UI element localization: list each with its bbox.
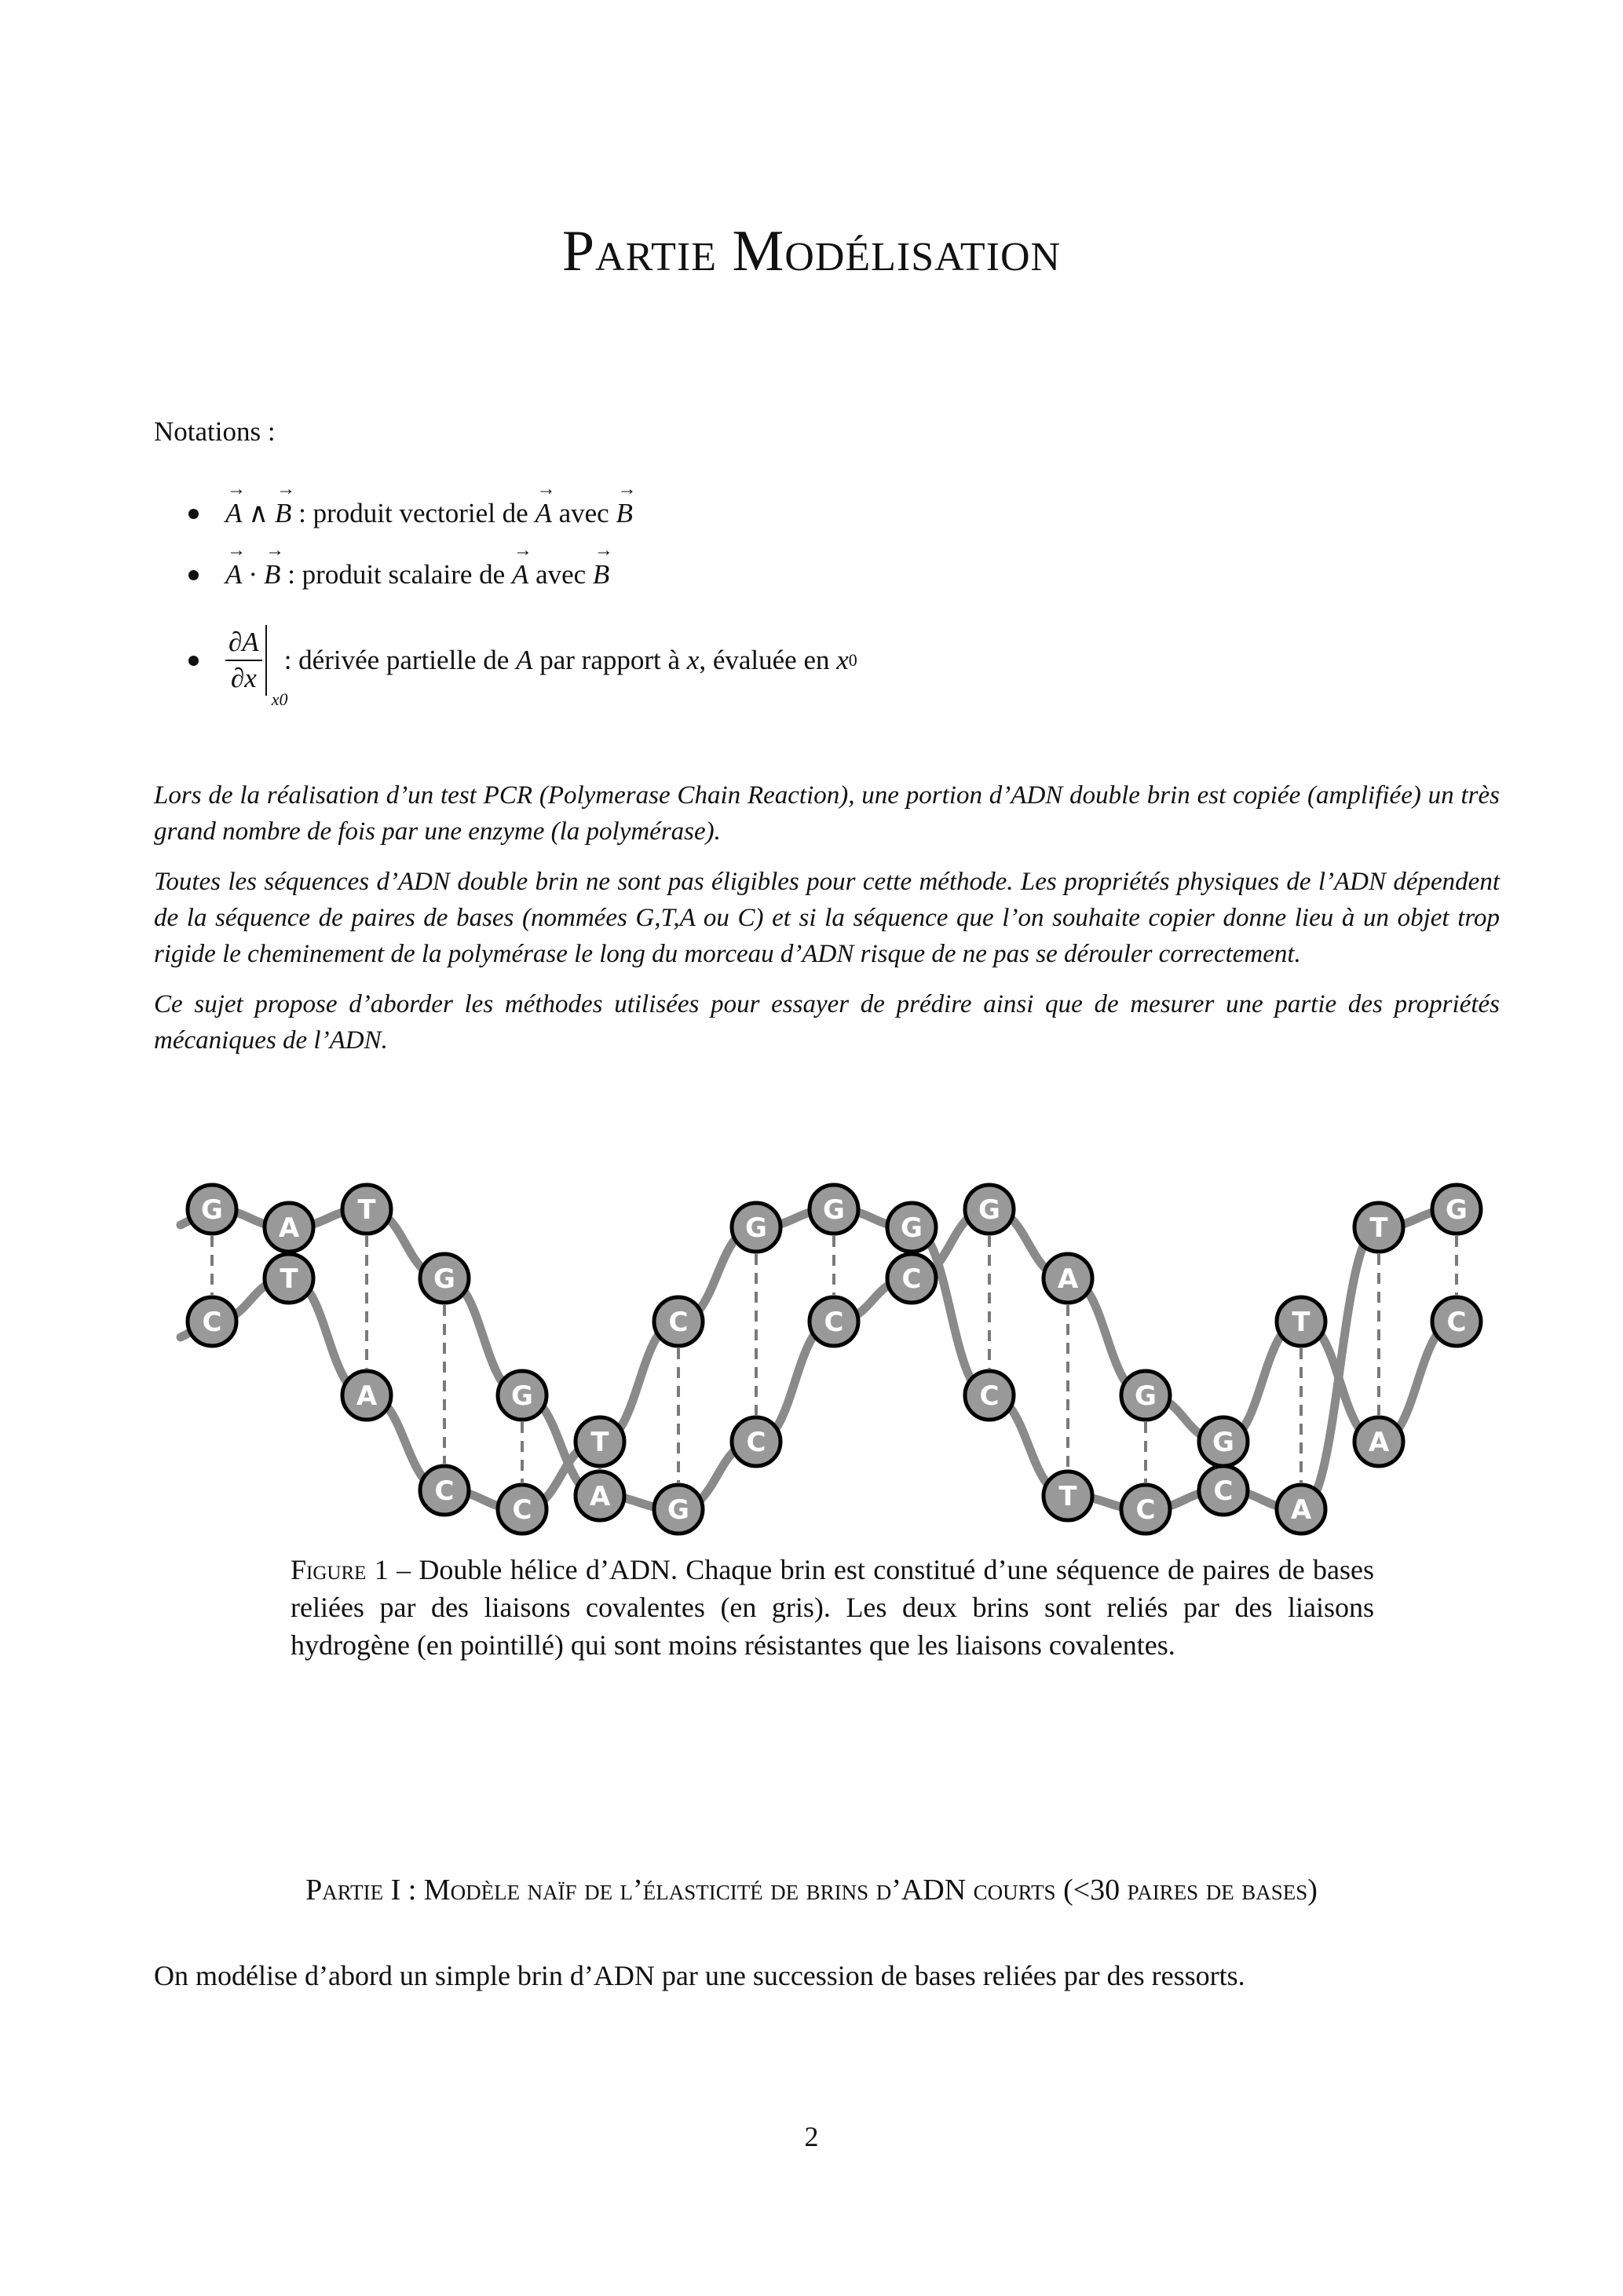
svg-text:T: T <box>1058 1481 1077 1512</box>
intro-paragraph: Lors de la réalisation d’un test PCR (Polymerase Chain Reaction), une portion d’ADN double brin est copiée (amplifiée) un très grand nombre de fois par une enzyme (la polymérase). <box>154 781 1500 846</box>
base-T <box>1044 1472 1092 1520</box>
base-G <box>732 1203 780 1252</box>
figure-caption <box>291 1551 1374 1664</box>
base-G <box>654 1485 703 1534</box>
base-C <box>732 1417 780 1466</box>
base-T <box>1354 1203 1403 1252</box>
svg-text:G: G <box>978 1194 1000 1226</box>
math-variable: x <box>836 645 849 675</box>
svg-text:C: C <box>1213 1475 1234 1507</box>
math-variable: x <box>686 645 700 675</box>
base-C <box>188 1297 236 1346</box>
base-C <box>965 1371 1014 1420</box>
base-C <box>654 1297 703 1346</box>
vector-a: → A <box>512 559 528 590</box>
base-G <box>1432 1185 1481 1234</box>
wedge-operator: ∧ <box>248 498 269 528</box>
svg-text:A: A <box>1057 1263 1079 1295</box>
notation-text: par rapport à <box>532 645 687 675</box>
base-A <box>1277 1485 1325 1534</box>
base-A <box>265 1203 313 1252</box>
base-A <box>1044 1254 1092 1303</box>
caption-separator: – <box>388 1554 419 1585</box>
svg-text:C: C <box>668 1307 689 1338</box>
svg-text:C: C <box>824 1307 844 1338</box>
base-C <box>498 1485 546 1534</box>
evaluation-point: x0 <box>271 689 288 709</box>
notation-text: : produit scalaire de <box>280 559 512 590</box>
fraction-numerator: ∂A <box>225 627 262 661</box>
notation-text: avec <box>551 498 616 528</box>
svg-text:T: T <box>280 1263 298 1295</box>
svg-text:G: G <box>511 1380 533 1412</box>
vector-b: → B <box>275 498 291 529</box>
base-T <box>1277 1297 1325 1346</box>
base-T <box>342 1185 391 1234</box>
svg-text:G: G <box>201 1194 223 1226</box>
svg-text:G: G <box>745 1212 767 1244</box>
base-G <box>420 1254 469 1303</box>
vector-a: → A <box>225 559 242 590</box>
notation-text: : dérivée partielle de <box>283 645 517 675</box>
base-C <box>810 1297 858 1346</box>
svg-text:G: G <box>1446 1194 1468 1226</box>
svg-text:C: C <box>1135 1494 1156 1526</box>
base-C <box>420 1466 469 1515</box>
svg-text:G: G <box>1212 1427 1234 1458</box>
base-T <box>576 1417 624 1466</box>
base-G <box>1121 1371 1170 1420</box>
dot-operator: · <box>248 559 258 590</box>
base-G <box>887 1203 936 1252</box>
notations-label: Notations : <box>154 416 276 447</box>
base-A <box>576 1472 624 1520</box>
vector-b: → B <box>616 498 632 529</box>
svg-text:A: A <box>278 1212 300 1244</box>
figure-label: Figure 1 <box>291 1554 389 1585</box>
svg-text:G: G <box>667 1494 689 1526</box>
svg-text:C: C <box>1446 1307 1467 1338</box>
math-variable: A <box>516 645 533 675</box>
svg-text:T: T <box>357 1194 376 1226</box>
svg-text:G: G <box>1135 1380 1157 1412</box>
svg-text:T: T <box>1292 1307 1310 1338</box>
intro-paragraph: Ce sujet propose d’aborder les méthodes utilisées pour essayer de prédire ainsi que de mesurer une partie des propriétés mécaniques de l’ADN. <box>154 990 1500 1055</box>
covalent-strand <box>181 1209 1457 1509</box>
math-subscript: 0 <box>848 650 857 670</box>
intro-paragraph: Toutes les séquences d’ADN double brin ne sont pas éligibles pour cette méthode. Les propriétés physiques de l’ADN dépendent de la séquence de paires de bases (nommées G,T,A ou C) et si la séquence que l’on souhaite copier donne lieu à un objet trop rigide le cheminement de la polymérase le long du morceau d’ADN risque de ne pas se dérouler correctement. <box>154 868 1500 968</box>
svg-text:C: C <box>202 1307 222 1338</box>
covalent-strand <box>181 1209 1457 1509</box>
base-A <box>1354 1417 1403 1466</box>
section-heading: Partie I : Modèle naïf de l’élasticité de brins d’ADN courts (<30 paires de bases) <box>305 1874 1318 1907</box>
svg-text:G: G <box>901 1212 923 1244</box>
svg-text:C: C <box>512 1494 532 1526</box>
base-G <box>810 1185 858 1234</box>
svg-text:G: G <box>433 1263 455 1295</box>
body-paragraph: On modélise d’abord un simple brin d’ADN par une succession de bases reliées par des ressorts. <box>154 1960 1245 1991</box>
svg-text:A: A <box>589 1481 611 1512</box>
svg-text:C: C <box>434 1475 455 1507</box>
vector-b: → B <box>593 559 609 590</box>
page-title: Partie Modélisation <box>561 219 1062 283</box>
notation-text: avec <box>528 559 593 590</box>
svg-text:C: C <box>901 1263 922 1295</box>
notation-text: , évaluée en <box>699 645 837 675</box>
svg-text:A: A <box>356 1380 378 1412</box>
base-G <box>1199 1417 1248 1466</box>
base-C <box>1432 1297 1481 1346</box>
page-number: 2 <box>804 2121 819 2152</box>
base-C <box>1121 1485 1170 1534</box>
caption-text: Double hélice d’ADN. Chaque brin est constitué d’une séquence de paires de bases reliées par des liaisons covalentes (en gris). Les deux brins sont reliés par des liaisons hydrogène (en pointillé) qui sont moins résistantes que les liaisons covalentes. <box>291 1554 1374 1661</box>
svg-text:C: C <box>979 1380 1000 1412</box>
base-G <box>498 1371 546 1420</box>
svg-text:T: T <box>590 1427 609 1458</box>
svg-text:A: A <box>1290 1494 1312 1526</box>
svg-text:T: T <box>1369 1212 1388 1244</box>
svg-text:C: C <box>746 1427 766 1458</box>
base-G <box>965 1185 1014 1234</box>
svg-text:G: G <box>823 1194 845 1226</box>
notation-text: : produit vectoriel de <box>291 498 536 528</box>
vector-a: → A <box>535 498 551 529</box>
base-C <box>1199 1466 1248 1515</box>
vector-b: → B <box>264 559 280 590</box>
base-G <box>188 1185 236 1234</box>
base-T <box>265 1254 313 1303</box>
svg-text:A: A <box>1368 1427 1390 1458</box>
base-C <box>887 1254 936 1303</box>
vector-a: → A <box>225 498 242 529</box>
fraction-denominator: ∂x <box>230 663 257 693</box>
base-A <box>342 1371 391 1420</box>
covalent-strands <box>181 1209 1457 1509</box>
